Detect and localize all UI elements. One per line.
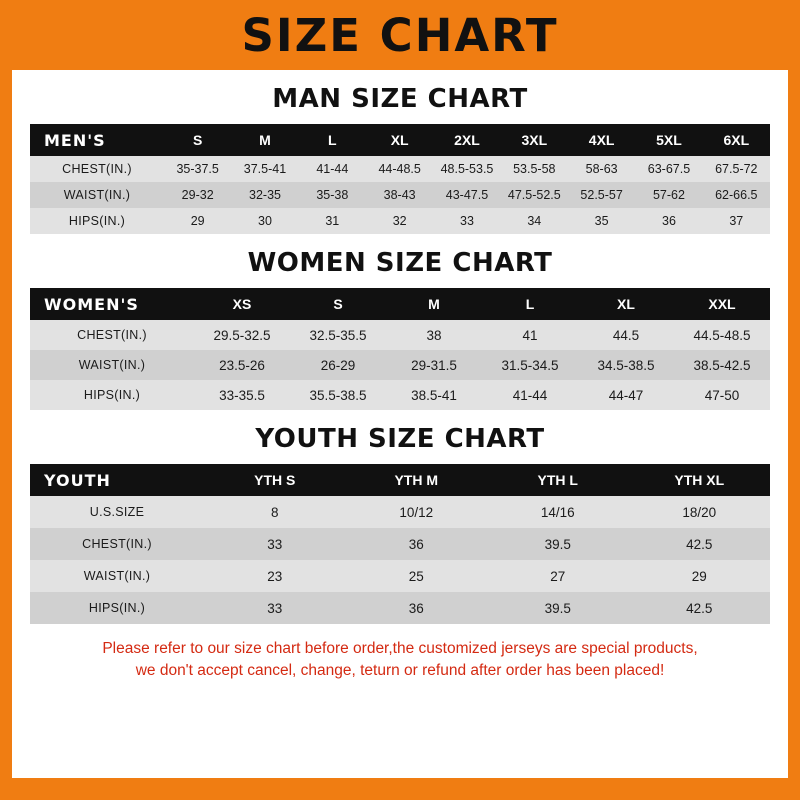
youth-waist-s: 23	[204, 560, 346, 592]
table-row	[30, 528, 770, 560]
men-size-table	[30, 124, 770, 234]
table-row	[30, 560, 770, 592]
table-row	[30, 320, 770, 350]
youth-header-yth-xl: YTH XL	[629, 464, 771, 496]
men-header-4xl: 4XL	[568, 124, 635, 156]
youth-chest-m: 36	[346, 528, 488, 560]
men-chest-2xl: 48.5-53.5	[433, 156, 500, 182]
youth-ussize-xl: 18/20	[629, 496, 771, 528]
women-chest-s: 32.5-35.5	[290, 320, 386, 350]
women-header-m: M	[386, 288, 482, 320]
men-waist-4xl: 52.5-57	[568, 182, 635, 208]
women-hips-xl: 44-47	[578, 380, 674, 410]
men-chest-l: 41-44	[299, 156, 366, 182]
women-hips-l: 41-44	[482, 380, 578, 410]
table-header-row	[30, 288, 770, 320]
women-header-xxl: XXL	[674, 288, 770, 320]
men-chest-s: 35-37.5	[164, 156, 231, 182]
women-chest-xl: 44.5	[578, 320, 674, 350]
men-hips-s: 29	[164, 208, 231, 234]
men-waist-2xl: 43-47.5	[433, 182, 500, 208]
youth-header-label: YOUTH	[30, 464, 204, 496]
youth-header-yth-l: YTH L	[487, 464, 629, 496]
youth-row-label-waist: WAIST(IN.)	[30, 560, 204, 592]
women-row-label-waist: WAIST(IN.)	[30, 350, 194, 380]
women-chest-m: 38	[386, 320, 482, 350]
table-row	[30, 156, 770, 182]
men-waist-m: 32-35	[231, 182, 298, 208]
women-hips-s: 35.5-38.5	[290, 380, 386, 410]
women-hips-m: 38.5-41	[386, 380, 482, 410]
table-header-row	[30, 124, 770, 156]
youth-size-table	[30, 464, 770, 624]
footer-bar	[12, 778, 788, 800]
women-chest-xxl: 44.5-48.5	[674, 320, 770, 350]
men-header-m: M	[231, 124, 298, 156]
men-waist-5xl: 57-62	[635, 182, 702, 208]
women-header-xs: XS	[194, 288, 290, 320]
women-chest-xs: 29.5-32.5	[194, 320, 290, 350]
men-hips-xl: 32	[366, 208, 433, 234]
men-chest-m: 37.5-41	[231, 156, 298, 182]
men-header-xl: XL	[366, 124, 433, 156]
men-table-body	[30, 156, 770, 234]
youth-ussize-m: 10/12	[346, 496, 488, 528]
men-row-label-waist: WAIST(IN.)	[30, 182, 164, 208]
youth-waist-m: 25	[346, 560, 488, 592]
men-chest-5xl: 63-67.5	[635, 156, 702, 182]
table-row	[30, 208, 770, 234]
men-hips-5xl: 36	[635, 208, 702, 234]
chart-content	[12, 70, 788, 778]
women-row-label-chest: CHEST(IN.)	[30, 320, 194, 350]
women-waist-s: 26-29	[290, 350, 386, 380]
youth-header-yth-s: YTH S	[204, 464, 346, 496]
youth-waist-l: 27	[487, 560, 629, 592]
youth-table-body	[30, 496, 770, 624]
women-header-l: L	[482, 288, 578, 320]
women-size-table	[30, 288, 770, 410]
women-row-label-hips: HIPS(IN.)	[30, 380, 194, 410]
women-table-head	[30, 288, 770, 320]
women-hips-xxl: 47-50	[674, 380, 770, 410]
table-row	[30, 496, 770, 528]
men-row-label-chest: CHEST(IN.)	[30, 156, 164, 182]
women-section-title: WOMEN SIZE CHART	[247, 248, 553, 278]
men-waist-s: 29-32	[164, 182, 231, 208]
men-chest-6xl: 67.5-72	[703, 156, 770, 182]
notice-line-2: we don't accept cancel, change, teturn or refund after order has been placed!	[135, 662, 665, 680]
table-row	[30, 592, 770, 624]
women-waist-m: 29-31.5	[386, 350, 482, 380]
notice-line-1: Please refer to our size chart before order,the customized jerseys are special products,	[102, 640, 698, 657]
youth-row-label-chest: CHEST(IN.)	[30, 528, 204, 560]
men-header-l: L	[299, 124, 366, 156]
women-waist-xs: 23.5-26	[194, 350, 290, 380]
men-chest-xl: 44-48.5	[366, 156, 433, 182]
page-title: SIZE CHART	[241, 8, 559, 62]
men-hips-3xl: 34	[501, 208, 568, 234]
men-section-title: MAN SIZE CHART	[272, 84, 528, 114]
women-chest-l: 41	[482, 320, 578, 350]
women-waist-l: 31.5-34.5	[482, 350, 578, 380]
men-header-2xl: 2XL	[433, 124, 500, 156]
youth-row-label-ussize: U.S.SIZE	[30, 496, 204, 528]
men-table-head	[30, 124, 770, 156]
youth-hips-s: 33	[204, 592, 346, 624]
youth-hips-m: 36	[346, 592, 488, 624]
table-header-row	[30, 464, 770, 496]
table-row	[30, 380, 770, 410]
men-waist-xl: 38-43	[366, 182, 433, 208]
youth-header-yth-m: YTH M	[346, 464, 488, 496]
table-row	[30, 350, 770, 380]
youth-section-title: YOUTH SIZE CHART	[255, 424, 545, 454]
men-row-label-hips: HIPS(IN.)	[30, 208, 164, 234]
women-header-s: S	[290, 288, 386, 320]
men-header-s: S	[164, 124, 231, 156]
order-notice	[30, 624, 770, 691]
women-waist-xl: 34.5-38.5	[578, 350, 674, 380]
youth-row-label-hips: HIPS(IN.)	[30, 592, 204, 624]
men-chest-4xl: 58-63	[568, 156, 635, 182]
youth-chest-xl: 42.5	[629, 528, 771, 560]
men-hips-l: 31	[299, 208, 366, 234]
youth-hips-l: 39.5	[487, 592, 629, 624]
men-waist-l: 35-38	[299, 182, 366, 208]
women-waist-xxl: 38.5-42.5	[674, 350, 770, 380]
men-chest-3xl: 53.5-58	[501, 156, 568, 182]
men-hips-m: 30	[231, 208, 298, 234]
youth-table-head	[30, 464, 770, 496]
men-header-5xl: 5XL	[635, 124, 702, 156]
banner	[12, 0, 788, 70]
youth-waist-xl: 29	[629, 560, 771, 592]
women-hips-xs: 33-35.5	[194, 380, 290, 410]
men-waist-3xl: 47.5-52.5	[501, 182, 568, 208]
youth-ussize-l: 14/16	[487, 496, 629, 528]
men-hips-4xl: 35	[568, 208, 635, 234]
table-row	[30, 182, 770, 208]
youth-chest-s: 33	[204, 528, 346, 560]
men-hips-2xl: 33	[433, 208, 500, 234]
men-header-label: MEN'S	[30, 124, 164, 156]
youth-ussize-s: 8	[204, 496, 346, 528]
women-table-body	[30, 320, 770, 410]
women-header-label: WOMEN'S	[30, 288, 194, 320]
women-header-xl: XL	[578, 288, 674, 320]
youth-chest-l: 39.5	[487, 528, 629, 560]
youth-hips-xl: 42.5	[629, 592, 771, 624]
men-header-3xl: 3XL	[501, 124, 568, 156]
men-header-6xl: 6XL	[703, 124, 770, 156]
men-waist-6xl: 62-66.5	[703, 182, 770, 208]
men-hips-6xl: 37	[703, 208, 770, 234]
